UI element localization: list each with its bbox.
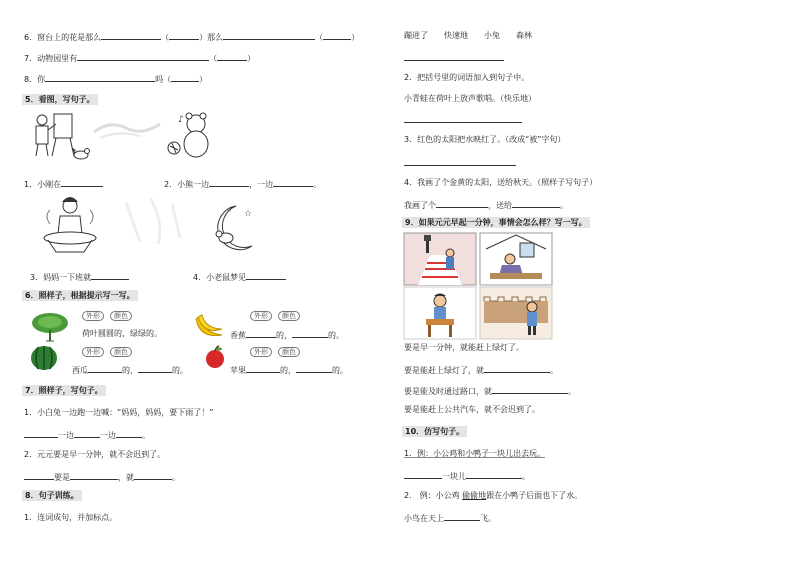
s7-example-2: 2．元元要是早一分钟，就不会迟到了。 — [24, 450, 166, 459]
watermelon-hints — [82, 347, 138, 357]
blank[interactable] — [273, 178, 313, 187]
s5-item-4: 4．小老鼠梦见 — [193, 271, 286, 283]
section-8-heading: 8．句子训练。 — [22, 490, 82, 501]
hint-shape: 外形 — [250, 347, 272, 357]
question-8: 8．你 吗（ ） — [24, 75, 208, 84]
faded-scene-picture — [90, 112, 164, 142]
section-6-heading: 6．照样子，根据提示写一写。 — [22, 290, 138, 301]
section-7-heading: 7．照样子，写句子。 — [22, 385, 106, 396]
word-1: 蹦进了 — [404, 31, 428, 40]
q6-text: 6．窗台上的花是那么 — [24, 33, 102, 42]
question-6: 6．窗台上的花是那么 （ ）那么 （ ） — [24, 33, 360, 42]
r10-example-2: 2． 例：小公鸡 偷偷地跟在小鸭子后面也下了水。 — [404, 491, 583, 500]
hint-color: 颜色 — [278, 311, 300, 321]
r-item-3: 3．红色的太阳把水映红了。（改成“被”字句） — [404, 135, 566, 144]
section-9-heading: 9．如果元元早起一分钟，事情会怎么样？写一写。 — [402, 217, 590, 228]
blank[interactable] — [436, 199, 488, 208]
lotus-leaf-icon — [30, 310, 70, 342]
s5-item-2: 2．小熊一边 ，一边 。 — [164, 180, 322, 189]
section-10-heading: 10．仿写句子。 — [402, 426, 467, 437]
word-4: 森林 — [516, 31, 532, 40]
boy-waking-picture — [480, 233, 552, 285]
blank[interactable] — [24, 471, 54, 480]
faded-picture — [120, 192, 190, 248]
mouse-moon-picture — [206, 202, 258, 258]
blank[interactable] — [101, 31, 161, 40]
watermelon-sentence: 西瓜 的， 的。 — [72, 366, 188, 375]
blank[interactable] — [246, 364, 280, 373]
r-item-2: 2．把括号里的词语加入到句子中。 — [404, 73, 530, 82]
hint-shape: 外形 — [82, 311, 104, 321]
blank[interactable] — [138, 364, 172, 373]
r9-line-1: 要是早一分钟，就能赶上绿灯了。 — [404, 343, 524, 352]
blank[interactable] — [404, 470, 442, 479]
blank[interactable] — [74, 429, 100, 438]
mother-cooking-picture — [36, 194, 108, 256]
blank[interactable] — [512, 199, 560, 208]
blank[interactable] — [91, 271, 129, 280]
lotus-hints — [82, 311, 138, 321]
s7-answer-2: 要是 ，就 。 — [24, 471, 180, 483]
blank[interactable] — [45, 73, 155, 82]
svg-text:♪: ♪ — [178, 115, 184, 125]
banana-sentence: 香蕉 的， 的。 — [230, 331, 344, 340]
bear-playing-picture — [166, 110, 218, 162]
r10-answer-2: 小鸟在天上 飞。 — [404, 514, 496, 523]
apple-hints — [250, 347, 306, 357]
s7-answer-1: 一边 一边 。 — [24, 429, 150, 441]
boy-at-desk-picture — [404, 287, 476, 339]
underlined-word: 偷偷地 — [462, 491, 487, 500]
blank[interactable] — [223, 31, 315, 40]
hint-color: 颜色 — [110, 347, 132, 357]
banana-hints — [250, 311, 306, 321]
crosswalk-picture — [404, 233, 476, 285]
rooster-icon — [72, 146, 92, 162]
blank[interactable] — [171, 73, 199, 82]
blank[interactable] — [292, 329, 328, 338]
blank[interactable] — [116, 429, 142, 438]
s5-item-1: 1．小刚在 — [24, 178, 103, 190]
banana-icon — [194, 313, 224, 341]
hint-color: 颜色 — [278, 347, 300, 357]
blank[interactable] — [169, 31, 199, 40]
blank[interactable] — [134, 471, 172, 480]
blank[interactable] — [209, 178, 249, 187]
hint-shape: 外形 — [250, 311, 272, 321]
hint-color: 颜色 — [110, 311, 132, 321]
boy-by-wall-picture — [480, 287, 552, 339]
r9-line-2: 要是能赶上绿灯了，就 。 — [404, 366, 558, 375]
blank[interactable] — [484, 364, 550, 373]
blank[interactable] — [24, 429, 58, 438]
blank[interactable] — [246, 329, 276, 338]
blank[interactable] — [70, 471, 118, 480]
r9-line-3: 要是能及时通过路口，就 。 — [404, 387, 576, 396]
blank[interactable] — [217, 52, 247, 61]
blank[interactable] — [88, 364, 122, 373]
r10-example-1: 1．例：小公鸡和小鸭子一块儿出去玩。 — [404, 449, 546, 458]
word-3: 小兔 — [484, 31, 500, 40]
q8-text: 8．你 — [24, 75, 46, 84]
boy-painting-picture — [30, 110, 76, 160]
apple-icon — [203, 345, 227, 369]
lotus-example: 荷叶圆圆的，绿绿的。 — [82, 329, 162, 338]
hint-shape: 外形 — [82, 347, 104, 357]
r-item-2-sentence: 小青蛙在荷叶上放声歌唱。（快乐地） — [404, 94, 536, 103]
section-5-heading: 5．看图，写句子。 — [22, 94, 98, 105]
r9-line-4: 要是能赶上公共汽车，就不会迟到了。 — [404, 405, 540, 414]
blank[interactable] — [296, 364, 332, 373]
blank[interactable] — [246, 271, 286, 280]
blank[interactable] — [444, 512, 480, 521]
blank[interactable] — [61, 178, 103, 187]
r10-answer-1: 一块儿 。 — [404, 470, 530, 482]
s7-example-1: 1．小白兔一边跑一边喊：“妈妈，妈妈，要下雨了！” — [24, 408, 214, 417]
svg-text:☆: ☆ — [226, 206, 233, 214]
s8-item-1: 1．连词成句，并加标点。 — [24, 513, 118, 522]
answer-line[interactable] — [404, 52, 504, 64]
svg-text:☆: ☆ — [244, 209, 253, 219]
blank[interactable] — [323, 31, 351, 40]
q7-text: 7．动物园里有 — [24, 54, 78, 63]
blank[interactable] — [77, 52, 209, 61]
word-2: 快速地 — [444, 31, 468, 40]
blank[interactable] — [466, 470, 522, 479]
word-list — [404, 31, 532, 41]
r-item-4: 4．我画了个金黄的太阳，送给秋天。（照样子写句子） — [404, 178, 598, 187]
blank[interactable] — [492, 385, 568, 394]
apple-sentence: 苹果 的， 的。 — [230, 366, 348, 375]
s5-item-3: 3．妈妈一下班就 — [30, 271, 129, 283]
question-7: 7．动物园里有 （ ） — [24, 54, 256, 63]
answer-line[interactable] — [404, 114, 522, 126]
watermelon-icon — [30, 345, 58, 371]
answer-line[interactable] — [404, 157, 516, 169]
r-item-4-answer: 我画了个 ，送给 。 — [404, 201, 568, 210]
